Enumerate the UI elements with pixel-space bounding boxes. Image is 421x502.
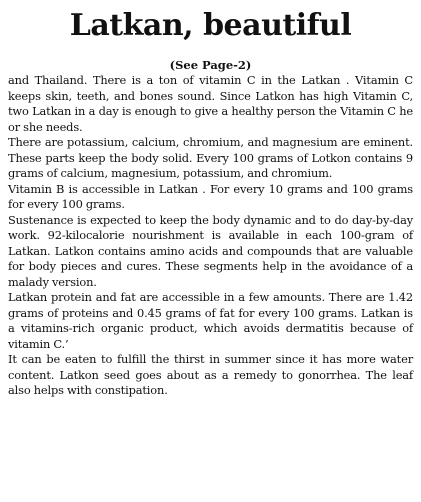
paragraph-water-content: It can be eaten to fulfill the thirst in summer since it has more water content. Latkon seed goes about as a remedy to gonorrhea. The leaf also helps with constipation. [8,352,413,397]
paragraph-nourishment: Sustenance is expected to keep the body dynamic and to do day-by-day work. 92-kilocalorie nourishment is available in each 100-gram of Latkan. Latkon contains amino acids and compounds that are valuable for body pieces and cures. These segments help in the avoidance of a malady version. [8,212,413,289]
paragraph-vitamin-b: Vitamin B is accessible in Latkan . For every 10 grams and 100 grams for every 100 grams. [8,181,413,211]
see-page-reference: (See Page-2) [169,58,252,72]
paragraph-vitamin-c: and Thailand. There is a ton of vitamin C in the Latkan . Vitamin C keeps skin, teeth, and bones sound. Since Latkon has high Vitamin C, two Latkan in a day is enough to give a healthy person the Vitamin C he or she needs. [8,73,413,134]
paragraph-minerals: There are potassium, calcium, chromium, and magnesium are eminent. These parts keep the body solid. Every 100 grams of Lotkon contains 9 grams of calcium, magnesium, potassium, and chromium. [8,135,413,180]
paragraph-protein-fat: Latkan protein and fat are accessible in a few amounts. There are 1.42 grams of proteins and 0.45 grams of fat for every 100 grams. Latkan is a vitamins-rich organic product, which avoids dermatitis because of vitamin C.’ [8,290,413,351]
article-title: Latkan, beautiful [69,8,352,43]
article-body [8,73,413,399]
